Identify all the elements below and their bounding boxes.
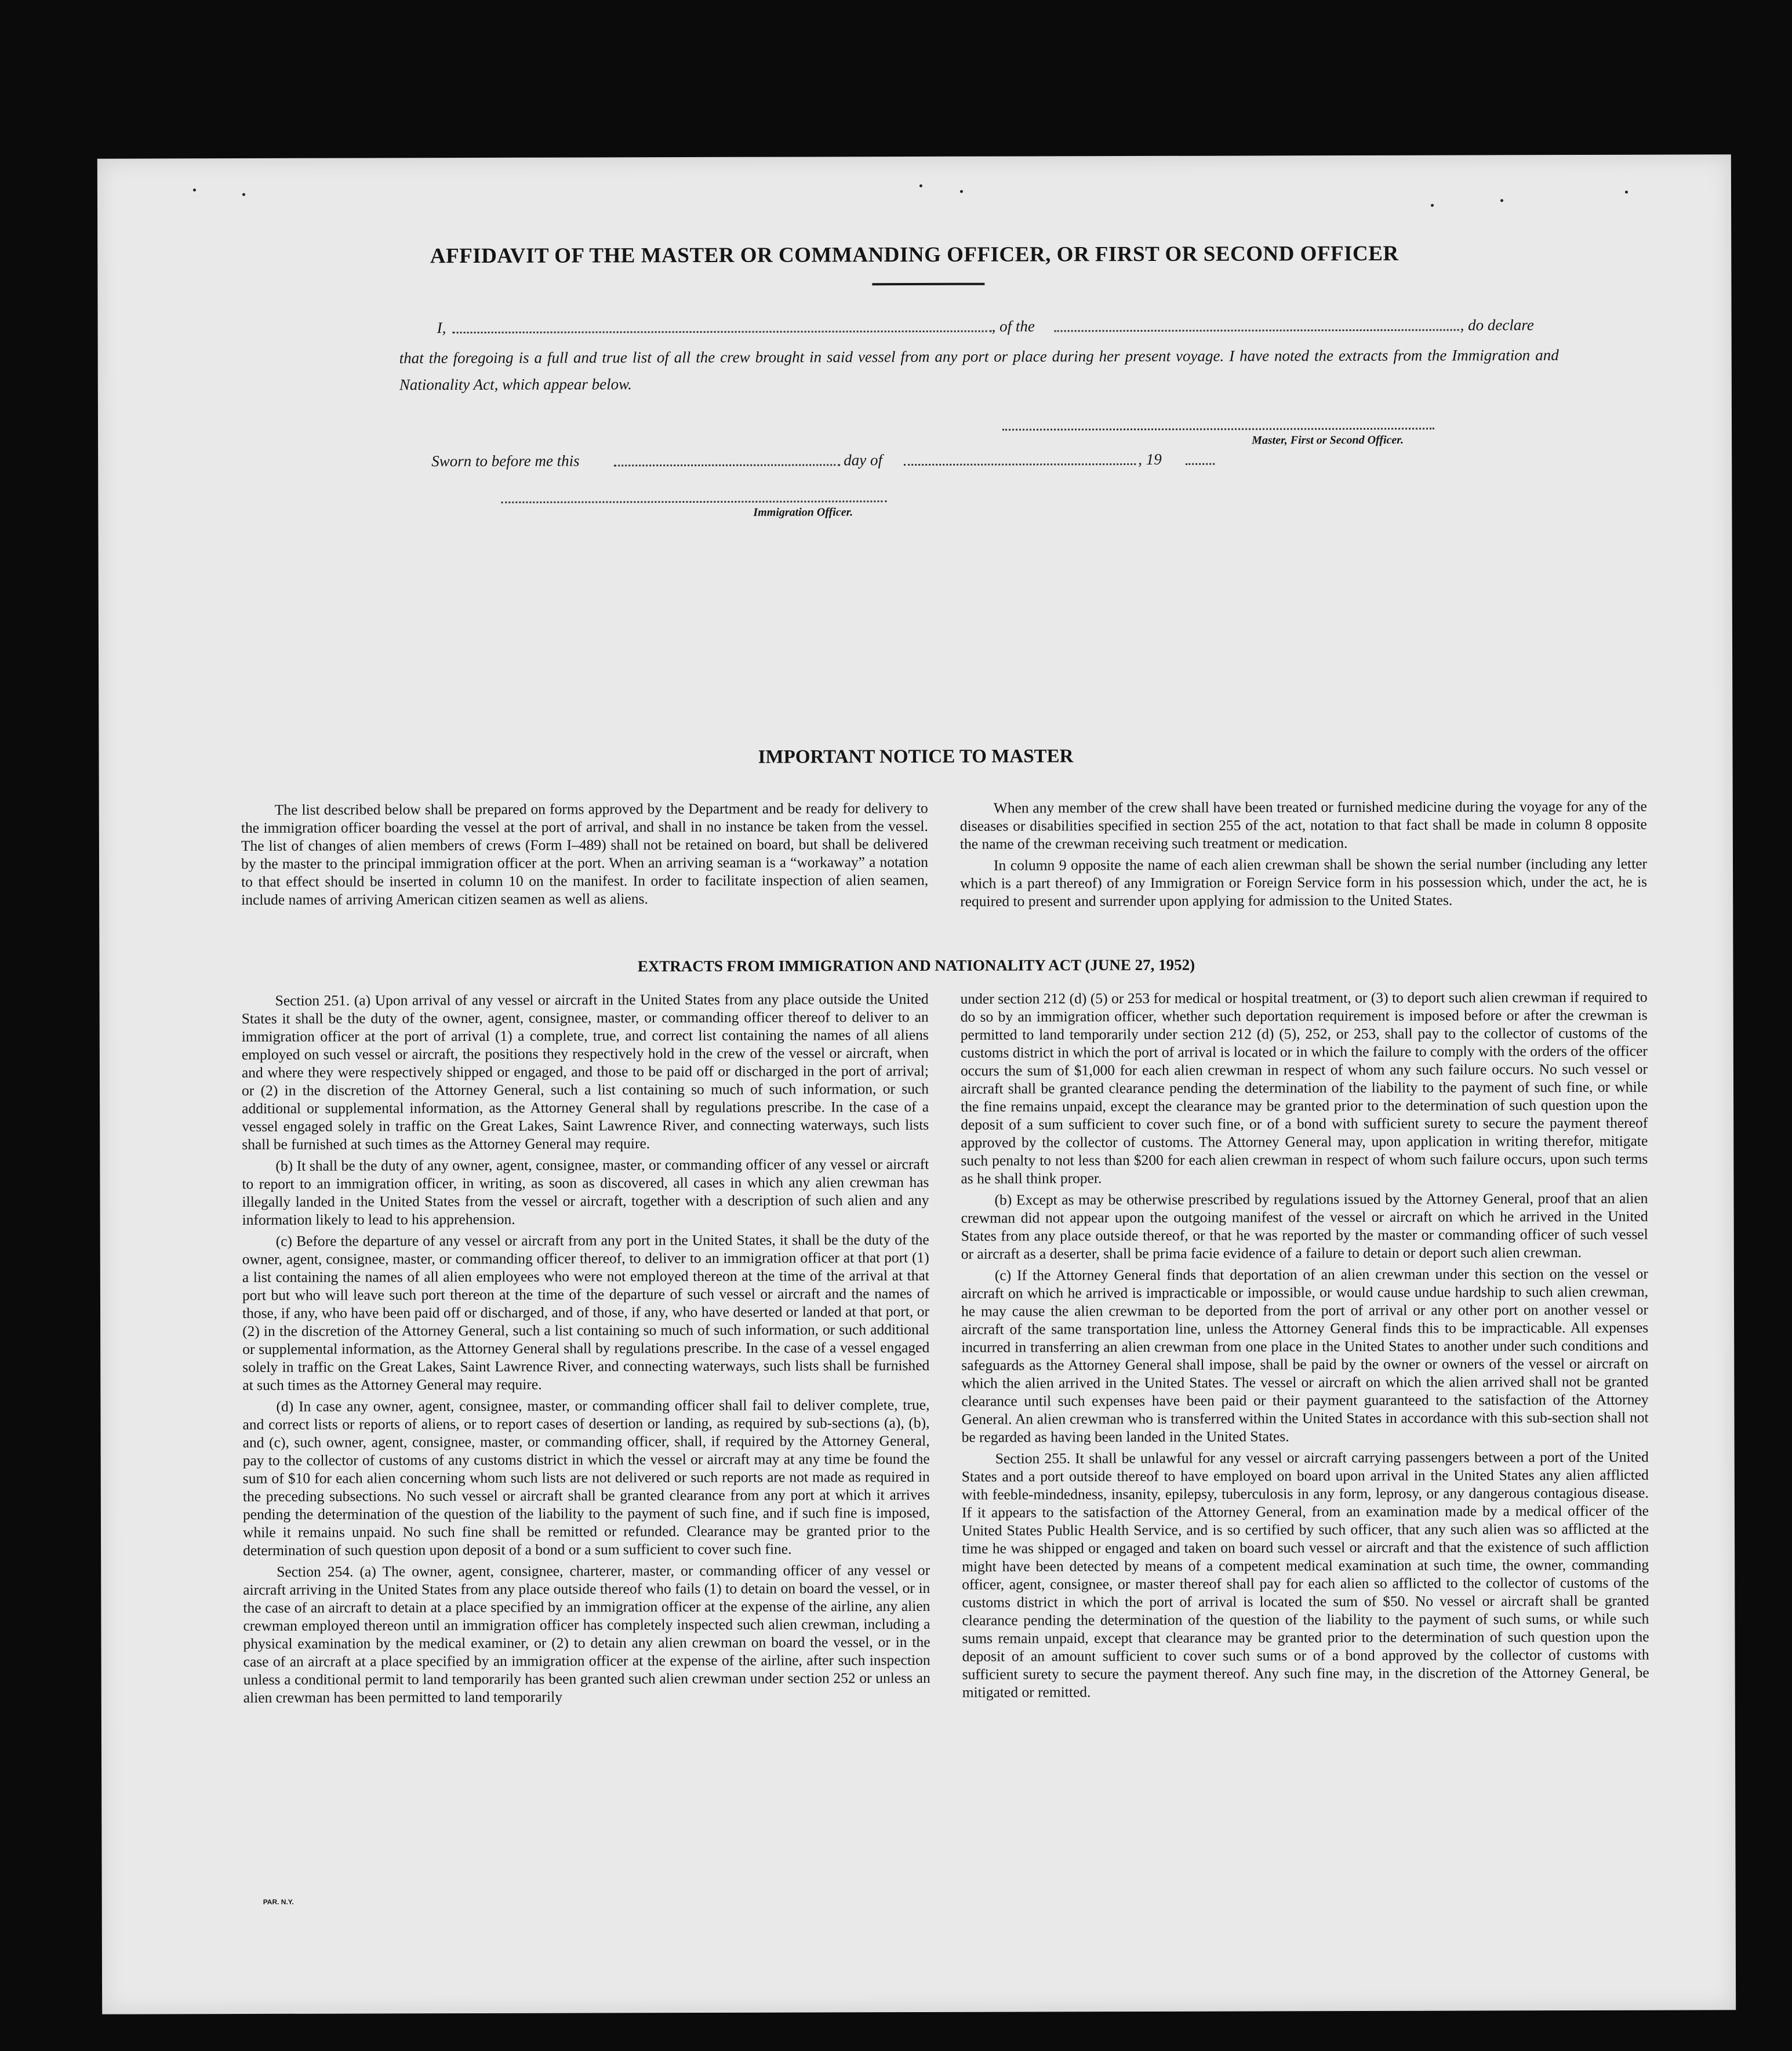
extract-paragraph: under section 212 (d) (5) or 253 for medical or hospital treatment, or (3) to deport such alien crewman if required to do so by an immigration officer, whether such deportation requirement is imposed before or after the crewman is permitted to land temporarily under section 212 (d) (5), 252, or 253, shall pay to the collector of customs of the customs district in which the port of arrival is located or in which the failure to comply with the orders of the officer occurs the sum of $1,000 for each alien crewman in respect of whom any such failure occurs. No such vessel or aircraft shall be granted clearance pending the determination of the liability to the payment of such fine, or while the fine remains unpaid, except the clearance may be granted prior to the determination of such question upon the deposit of a sum sufficient to cover such fine, or of a bond with sufficient surety to secure the payment thereof approved by the collector of customs. The Attorney General may, upon application in writing therefor, mitigate such penalty to not less than $200 for each alien crewman in respect of whom such failure occurs, upon such terms as he shall think proper. [960, 988, 1648, 1187]
immigration-officer-label: Immigration Officer. [753, 506, 853, 519]
document-page [97, 154, 1736, 2014]
title-underline [872, 283, 984, 286]
declaration-i: I, [437, 319, 446, 337]
master-label: Master, First or Second Officer. [1252, 433, 1404, 447]
scan-speck [1431, 204, 1434, 207]
notice-left-column [241, 799, 928, 912]
name-blank [453, 331, 992, 333]
immigration-officer-signature-line [501, 500, 886, 503]
sworn-day-of: day of [844, 451, 882, 469]
notice-right-column [960, 797, 1648, 914]
extract-paragraph: (c) Before the departure of any vessel or aircraft from any port in the United States, it shall be the duty of the owner, agent, consignee, master, or commanding officer thereof, to deliver to an immigration officer at that port (1) a list containing the names of all alien employees who were not employed thereon at the time of the arrival at that port but who will leave such port thereon at the time of the departure of such vessel or aircraft and the names of those, if any, who have been paid off or discharged, and of those, if any, who have deserted or landed at that port, or (2) in the discretion of the Attorney General, such a list containing so much of such information, or such additional or supplemental information, as the Attorney General shall by regulations prescribe. In the case of a vessel engaged solely in traffic on the Great Lakes, Saint Lawrence River, and connecting waterways, such lists shall be furnished at such times as the Attorney General may require. [242, 1230, 930, 1394]
notice-left-paragraph: The list described below shall be prepared on forms approved by the Department and be ready for delivery to the immigration officer boarding the vessel at the port of arrival, and shall in no instance be taken from the vessel. The list of changes of alien members of crews (Form I–489) shall not be retained on board, but shall be delivered by the master to the principal immigration officer at the port. When an arriving seaman is a “workaway” a notation to that effect should be inserted in column 10 on the manifest. In order to facilitate inspection of alien seamen, include names of arriving American citizen seamen as well as aliens. [241, 799, 929, 909]
declaration-body: that the foregoing is a full and true list of all the crew brought in said vessel from any port or place during her present voyage. I have noted the extracts from the Immigration and Nationality Act, which appear below. [399, 346, 1559, 394]
sworn-year-blank [1186, 463, 1215, 465]
extract-paragraph: (b) It shall be the duty of any owner, agent, consignee, master, or commanding officer of any vessel or aircraft to report to an immigration officer, in writing, as soon as discovered, all cases in which any alien crewman has illegally landed in the United States from the vessel or aircraft, together with a description of such alien and any information likely to lead to his apprehension. [242, 1155, 929, 1229]
sworn-month-blank [904, 463, 1136, 466]
extract-paragraph: Section 254. (a) The owner, agent, consignee, charterer, master, or commanding officer of any vessel or aircraft arriving in the United States from any place outside thereof who fails (1) to detain on board the vessel, or in the case of an aircraft to detain at a place specified by an immigration officer at the expense of the airline, any alien crewman employed thereon until an immigration officer has completely inspected such alien crewman, including a physical examination by the medical examiner, or (2) to detain any alien crewman on board the vessel, or in the case of an aircraft at a place specified by an immigration officer at the expense of the airline, after such inspection unless a conditional permit to land temporarily has been granted such alien crewman under section 252 or unless an alien crewman has been permitted to land temporarily [243, 1561, 930, 1707]
notice-title: IMPORTANT NOTICE TO MASTER [758, 746, 1074, 768]
extracts-title: EXTRACTS FROM IMMIGRATION AND NATIONALITY ACT (JUNE 27, 1952) [637, 956, 1195, 975]
notice-right-paragraph: In column 9 opposite the name of each alien crewman shall be shown the serial number (including any letter which is a part thereof) of any Immigration or Foreign Service form in his possession which, under the act, he is required to present and surrender upon applying for admission to the United States. [960, 855, 1648, 910]
scan-speck [960, 190, 963, 193]
affidavit-title: AFFIDAVIT OF THE MASTER OR COMMANDING OFFICER, OR FIRST OR SECOND OFFICER [430, 241, 1399, 268]
extract-paragraph: Section 255. It shall be unlawful for any vessel or aircraft carrying passengers between a port of the United States and a port outside thereof to have employed on board upon arrival in the United States any alien afflicted with feeble-mindedness, insanity, epilepsy, tuberculosis in any form, leprosy, or any dangerous contagious disease. If it appears to the satisfaction of the Attorney General, from an examination made by a medical officer of the United States Public Health Service, and is so certified by such officer, that any such alien was so afflicted at the time he was shipped or engaged and taken on board such vessel or aircraft and that the existence of such affliction might have been detected by means of a competent medical examination at such time, the owner, commanding officer, agent, consignee, or master thereof shall pay for each alien so afflicted to the collector of customs of the customs district in which the port of arrival is located the sum of $50. No vessel or aircraft shall be granted clearance pending the determination of the question of the liability to the payment of such sums, or while such sums remain unpaid, except that clearance may be granted prior to the determination of such question upon the deposit of an amount sufficient to cover such sums or of a bond approved by the collector of customs with sufficient surety to secure the payment thereof. Any such fine may, in the discretion of the Attorney General, be mitigated or remitted. [961, 1448, 1649, 1701]
master-signature-line [1002, 428, 1434, 431]
printer-mark: PAR. N.Y. [263, 1897, 294, 1906]
sworn-day-blank [614, 464, 840, 466]
scan-speck [919, 184, 922, 187]
sworn-year: , 19 [1138, 450, 1162, 468]
extract-paragraph: Section 251. (a) Upon arrival of any vessel or aircraft in the United States from any place outside the United States it shall be the duty of the owner, agent, consignee, master, or commanding officer thereof to deliver to an immigration officer at the port of arrival (1) a complete, true, and correct list containing the names of all aliens employed on such vessel or aircraft, the positions they respectively hold in the crew of the vessel or aircraft, when and where they were respectively shipped or engaged, and those to be paid off or discharged in the port of arrival; or (2) in the discretion of the Attorney General, such a list containing so much of such information, or such additional or supplemental information, as the Attorney General shall by regulations prescribe. In the case of a vessel engaged solely in traffic on the Great Lakes, Saint Lawrence River, and connecting waterways, such lists shall be furnished at such times as the Attorney General may require. [241, 990, 929, 1153]
scan-speck [193, 188, 196, 191]
vessel-blank [1055, 329, 1459, 332]
extracts-right-column [961, 988, 1649, 1705]
declaration-of-the: , of the [991, 317, 1035, 335]
notice-right-paragraph: When any member of the crew shall have been treated or furnished medicine during the voyage for any of the diseases or disabilities specified in section 255 of the act, notation to that fact shall be made in column 8 opposite the name of the crewman receiving such treatment or medication. [959, 797, 1647, 852]
declaration-do-declare: , do declare [1460, 316, 1534, 334]
sworn-prefix: Sworn to before me this [431, 452, 580, 470]
extract-paragraph: (b) Except as may be otherwise prescribed by regulations issued by the Attorney General, proof that an alien crewman did not appear upon the outgoing manifest of the vessel or aircraft on which he arrived in the United States from any place outside thereof, or that he was reported by the master or commanding officer of such vessel or aircraft as a deserter, shall be prima facie evidence of a failure to detain or deport such alien crewman. [961, 1189, 1648, 1262]
scan-speck [242, 193, 245, 196]
extract-paragraph: (c) If the Attorney General finds that deportation of an alien crewman under this section on the vessel or aircraft on which he arrived is impracticable or impossible, or would cause undue hardship to such alien crewman, he may cause the alien crewman to be deported from the port of arrival or any other port on another vessel or aircraft of the same transportation line, unless the Attorney General finds this to be impracticable. All expenses incurred in transferring an alien crewman from one place in the United States to another under such conditions and safeguards as the Attorney General shall impose, shall be paid by the owner or owners of the vessel or aircraft on which the alien arrived in the United States. The vessel or aircraft on which the alien arrived shall not be granted clearance until such expenses have been paid or their payment guaranteed to the satisfaction of the Attorney General. An alien crewman who is transferred within the United States in accordance with this sub-section shall not be regarded as having been landed in the United States. [961, 1265, 1649, 1446]
extract-paragraph: (d) In case any owner, agent, consignee, master, or commanding officer shall fail to deliver complete, true, and correct lists or reports of aliens, or to report cases of desertion or landing, as required by sub-sections (a), (b), and (c), such owner, agent, consignee, master, or commanding officer, shall, if required by the Attorney General, pay to the collector of customs of any customs district in which the vessel or aircraft may at any time be found the sum of $10 for each alien concerning whom such lists are not delivered or such reports are not made as required in the preceding subsections. No such vessel or aircraft shall be granted clearance from any port at which it arrives pending the determination of the question of the liability to the payment of such fine, and if such fine is imposed, while it remains unpaid. No such fine shall be remitted or refunded. Clearance may be granted prior to the determination of such question upon deposit of a bond or a sum sufficient to cover such fine. [242, 1396, 930, 1559]
scan-speck [1500, 199, 1503, 202]
extracts-left-column [242, 990, 930, 1710]
scan-speck [1625, 191, 1628, 194]
